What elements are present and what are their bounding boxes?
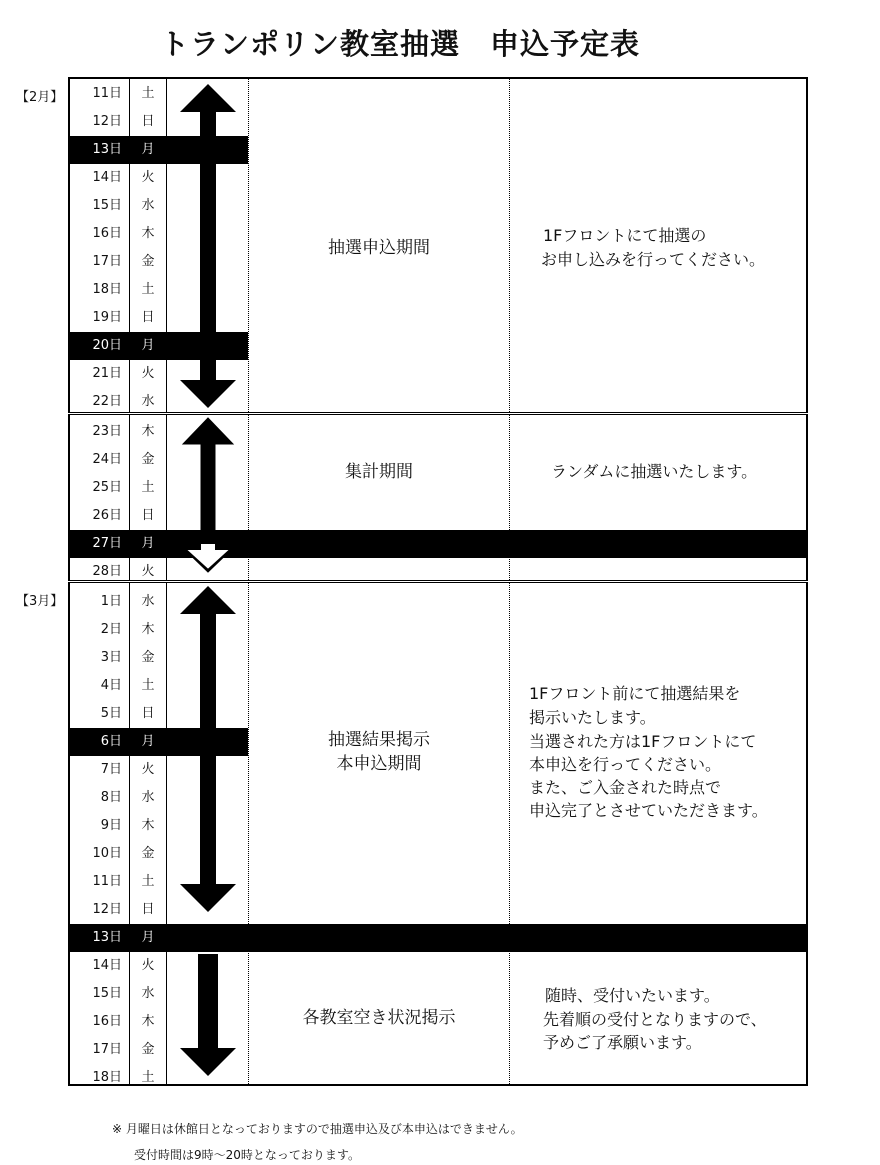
weekday: 水 (141, 198, 155, 213)
weekday: 日 (141, 706, 155, 721)
weekday: 金 (141, 650, 155, 665)
day-number: 28日 (92, 564, 122, 579)
weekday: 木 (141, 424, 155, 439)
arrow-lottery-period (180, 84, 236, 408)
day-number: 27日 (92, 536, 122, 551)
weekday: 月 (141, 338, 155, 353)
note-vacancy-2: 先着順の受付となりますので、 (543, 1010, 767, 1029)
page-title: トランポリン教室抽選 申込予定表 (159, 27, 640, 61)
weekday: 木 (141, 622, 155, 637)
day-number: 11日 (92, 874, 122, 889)
weekday: 火 (141, 958, 155, 973)
note-result-6: 申込完了とさせていただきます。 (529, 801, 768, 820)
note-lottery-1: 1Fフロントにて抽選の (543, 226, 707, 245)
day-number: 14日 (92, 170, 122, 185)
weekday: 月 (141, 536, 155, 551)
weekday: 金 (141, 452, 155, 467)
arrow-result-period (180, 586, 236, 912)
weekday: 金 (141, 254, 155, 269)
day-number: 17日 (92, 254, 122, 269)
day-number: 13日 (92, 142, 122, 157)
day-number: 16日 (92, 226, 122, 241)
weekday: 火 (141, 170, 155, 185)
note-result-2: 掲示いたします。 (529, 708, 656, 727)
day-number: 2日 (100, 622, 122, 637)
day-number: 5日 (100, 706, 122, 721)
day-number: 12日 (92, 902, 122, 917)
day-number: 14日 (92, 958, 122, 973)
day-number: 16日 (92, 1014, 122, 1029)
day-number: 12日 (92, 114, 122, 129)
month-label-feb: 【2月】 (16, 90, 64, 105)
day-number: 10日 (92, 846, 122, 861)
period-vacancy: 各教室空き状況掲示 (302, 1008, 456, 1028)
weekday: 木 (141, 818, 155, 833)
note-result-4: 本申込を行ってください。 (529, 755, 722, 774)
weekday: 土 (141, 678, 155, 693)
day-number: 21日 (92, 366, 122, 381)
day-number: 26日 (92, 508, 122, 523)
arrow-tally-period (183, 418, 233, 572)
day-number: 8日 (100, 790, 122, 805)
weekday: 水 (141, 394, 155, 409)
day-number: 19日 (92, 310, 122, 325)
day-number: 25日 (92, 480, 122, 495)
weekday: 金 (141, 846, 155, 861)
weekday: 木 (141, 226, 155, 241)
day-number: 15日 (92, 198, 122, 213)
note-result-3: 当選された方は1Fフロントにて (529, 732, 757, 751)
day-number: 18日 (92, 1070, 122, 1085)
weekday: 土 (141, 86, 155, 101)
note-vacancy-1: 随時、受付いたいます。 (545, 986, 720, 1005)
weekday: 水 (141, 594, 155, 609)
weekday: 水 (141, 790, 155, 805)
footnote-closed-mondays: ※ 月曜日は休館日となっておりますので抽選申込及び本申込はできません。 (112, 1122, 523, 1136)
arrow-vacancy-period (180, 954, 236, 1076)
day-number: 1日 (100, 594, 122, 609)
weekday: 土 (141, 1070, 155, 1085)
weekday: 水 (141, 986, 155, 1001)
day-number: 3日 (100, 650, 122, 665)
month-label-mar: 【3月】 (16, 594, 64, 609)
weekday: 日 (141, 902, 155, 917)
day-number: 11日 (92, 86, 122, 101)
weekday: 日 (141, 114, 155, 129)
note-vacancy-3: 予めご了承願います。 (543, 1033, 702, 1052)
note-result-5: また、ご入金された時点で (529, 778, 722, 797)
weekday: 火 (141, 762, 155, 777)
period-result-line1: 抽選結果掲示 (328, 730, 430, 750)
day-number: 6日 (100, 734, 122, 749)
day-number: 24日 (92, 452, 122, 467)
weekday: 土 (141, 282, 155, 297)
day-number: 15日 (92, 986, 122, 1001)
weekday: 火 (141, 564, 155, 579)
day-number: 9日 (100, 818, 122, 833)
day-number: 17日 (92, 1042, 122, 1057)
period-tally: 集計期間 (345, 462, 413, 482)
weekday: 月 (141, 930, 155, 945)
weekday: 金 (141, 1042, 155, 1057)
period-result-line2: 本申込期間 (336, 754, 422, 774)
day-number: 4日 (100, 678, 122, 693)
weekday: 木 (141, 1014, 155, 1029)
day-number: 23日 (92, 424, 122, 439)
weekday: 土 (141, 480, 155, 495)
day-number: 22日 (92, 394, 122, 409)
day-number: 20日 (92, 338, 122, 353)
note-tally-1: ランダムに抽選いたします。 (551, 462, 758, 481)
day-number: 7日 (100, 762, 122, 777)
weekday: 月 (141, 734, 155, 749)
day-number: 13日 (92, 930, 122, 945)
footnote-hours: 受付時間は9時～20時となっております。 (134, 1148, 360, 1162)
weekday: 日 (141, 508, 155, 523)
day-number: 18日 (92, 282, 122, 297)
weekday: 火 (141, 366, 155, 381)
period-lottery-application: 抽選申込期間 (328, 238, 430, 258)
note-result-1: 1Fフロント前にて抽選結果を (529, 684, 741, 703)
note-lottery-2: お申し込みを行ってください。 (541, 250, 766, 269)
weekday: 日 (141, 310, 155, 325)
weekday: 土 (141, 874, 155, 889)
weekday: 月 (141, 142, 155, 157)
